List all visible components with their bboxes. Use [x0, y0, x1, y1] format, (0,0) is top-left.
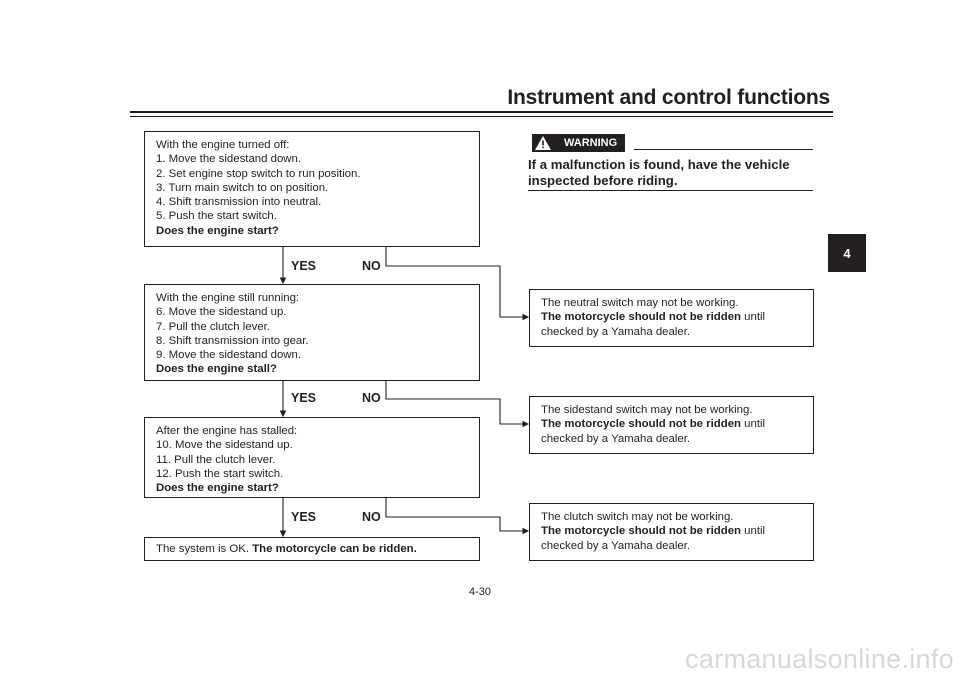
- step2-line: 8. Shift transmission into gear.: [156, 334, 309, 347]
- outcome-rest: until: [744, 311, 766, 324]
- step1-line: 3. Turn main switch to on position.: [156, 181, 329, 194]
- step1-line: 5. Push the start switch.: [156, 210, 277, 223]
- step1-line: 4. Shift transmission into neutral.: [156, 196, 322, 209]
- result-text: The system is OK.: [156, 543, 250, 555]
- outcome-bold: The motorcycle should not be ridden: [541, 418, 741, 431]
- step1-line: With the engine turned off:: [156, 139, 290, 151]
- outcome-line: The sidestand switch may not be working.: [541, 404, 753, 416]
- chapter-tab[interactable]: 4: [828, 234, 866, 272]
- outcome-box-sidestand: [529, 396, 814, 454]
- step2-line: 6. Move the sidestand up.: [156, 306, 287, 319]
- step3-line: After the engine has stalled:: [156, 425, 298, 437]
- step2-line: 9. Move the sidestand down.: [156, 349, 302, 362]
- step1-line: 1. Move the sidestand down.: [156, 153, 302, 166]
- step3-line: 11. Pull the clutch lever.: [156, 453, 276, 466]
- warning-text-line: inspected before riding.: [528, 173, 678, 188]
- watermark: carmanualsonline.info: [685, 644, 954, 674]
- warning-top-rule: [634, 149, 813, 150]
- outcome-box-neutral: [529, 289, 814, 347]
- warning-badge: [532, 134, 625, 152]
- page-title: Instrument and control functions: [507, 86, 830, 109]
- step2-line: With the engine still running:: [156, 292, 300, 304]
- result-bold: The motorcycle can be ridden.: [252, 543, 417, 555]
- step-box-2: [144, 284, 480, 381]
- warning-text: [528, 157, 813, 189]
- no-label: NO: [362, 510, 381, 524]
- step-box-1: [144, 131, 480, 247]
- yes-label: YES: [291, 259, 317, 273]
- warning-bottom-rule: [528, 190, 813, 191]
- page-number: 4-30: [468, 586, 492, 598]
- warning-triangle-icon: [532, 134, 554, 152]
- result-box: [144, 537, 480, 561]
- outcome-line: checked by a Yamaha dealer.: [541, 325, 691, 338]
- yes-label: YES: [291, 510, 317, 524]
- no-connector-3: [386, 497, 528, 531]
- warning-label: WARNING: [564, 137, 618, 149]
- step1-question: Does the engine start?: [156, 224, 279, 237]
- outcome-rest: until: [744, 525, 766, 538]
- outcome-line: The clutch switch may not be working.: [541, 511, 734, 523]
- yes-label: YES: [291, 391, 317, 405]
- no-label: NO: [362, 391, 381, 405]
- outcome-line: checked by a Yamaha dealer.: [541, 539, 691, 552]
- step1-line: 2. Set engine stop switch to run position.: [156, 167, 361, 180]
- step2-line: 7. Pull the clutch lever.: [156, 320, 270, 333]
- step2-question: Does the engine stall?: [156, 363, 277, 376]
- outcome-box-clutch: [529, 503, 814, 561]
- outcome-rest: until: [744, 418, 766, 431]
- outcome-line: checked by a Yamaha dealer.: [541, 432, 691, 445]
- step-box-3: [144, 417, 480, 498]
- outcome-bold: The motorcycle should not be ridden: [541, 311, 741, 324]
- step3-question: Does the engine start?: [156, 482, 279, 495]
- outcome-bold: The motorcycle should not be ridden: [541, 525, 741, 538]
- warning-text-line: If a malfunction is found, have the vehicle: [528, 157, 790, 172]
- step3-line: 12. Push the start switch.: [156, 467, 284, 480]
- step3-line: 10. Move the sidestand up.: [156, 439, 293, 452]
- outcome-line: The neutral switch may not be working.: [541, 297, 739, 309]
- no-label: NO: [362, 259, 381, 273]
